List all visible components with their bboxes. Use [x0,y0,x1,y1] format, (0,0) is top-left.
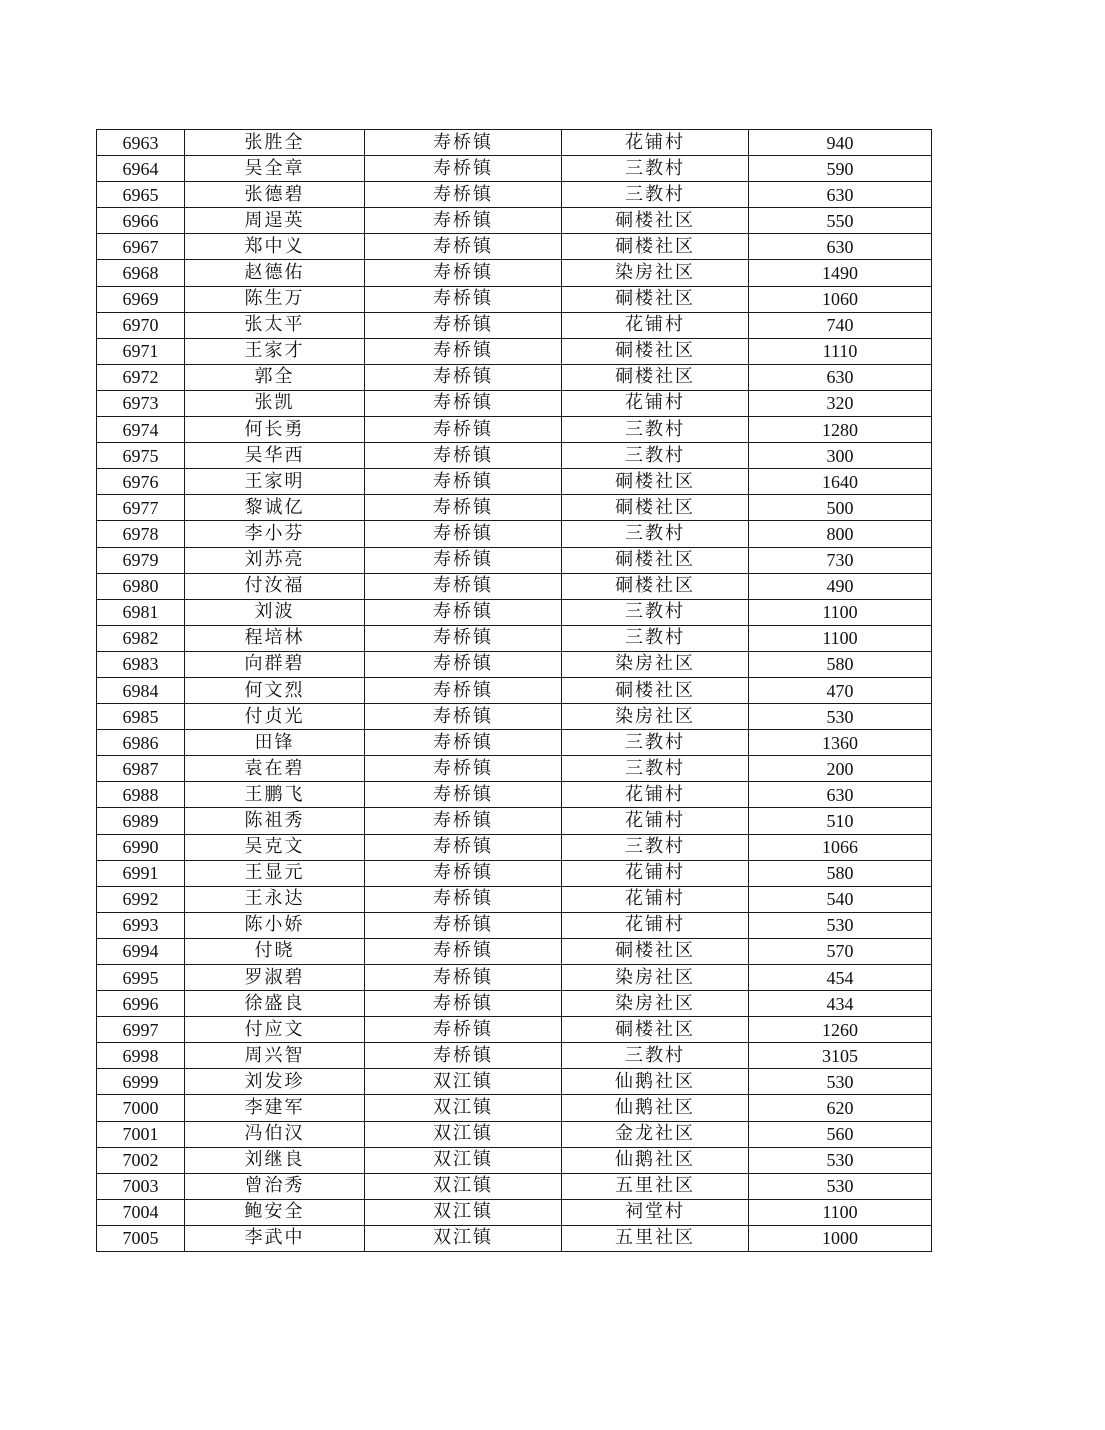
village-cell: 花铺村 [562,912,749,938]
town-cell: 双江镇 [365,1225,562,1251]
name-cell: 程培林 [185,625,365,651]
table-row [97,234,932,260]
table-row [97,625,932,651]
amount-cell: 454 [749,965,932,991]
village-cell: 硐楼社区 [562,573,749,599]
amount-cell: 630 [749,364,932,390]
table-row [97,495,932,521]
table-row [97,521,932,547]
table-row [97,1017,932,1043]
amount-cell: 1640 [749,469,932,495]
town-cell: 寿桥镇 [365,260,562,286]
town-cell: 寿桥镇 [365,547,562,573]
village-cell: 花铺村 [562,390,749,416]
town-cell: 寿桥镇 [365,469,562,495]
name-cell: 吴华西 [185,443,365,469]
amount-cell: 590 [749,156,932,182]
record-number-cell: 7005 [97,1225,185,1251]
table-row [97,156,932,182]
amount-cell: 1260 [749,1017,932,1043]
town-cell: 双江镇 [365,1121,562,1147]
amount-cell: 580 [749,860,932,886]
name-cell: 何文烈 [185,677,365,703]
amount-cell: 3105 [749,1043,932,1069]
town-cell: 寿桥镇 [365,1017,562,1043]
amount-cell: 740 [749,312,932,338]
village-cell: 硐楼社区 [562,469,749,495]
amount-cell: 1100 [749,1199,932,1225]
table-row [97,182,932,208]
village-cell: 染房社区 [562,651,749,677]
amount-cell: 540 [749,886,932,912]
table-row [97,677,932,703]
name-cell: 鲍安全 [185,1199,365,1225]
town-cell: 寿桥镇 [365,625,562,651]
table-row [97,1225,932,1251]
village-cell: 花铺村 [562,808,749,834]
amount-cell: 1066 [749,834,932,860]
record-number-cell: 6991 [97,860,185,886]
name-cell: 陈祖秀 [185,808,365,834]
town-cell: 双江镇 [365,1173,562,1199]
record-number-cell: 6972 [97,364,185,390]
record-number-cell: 6983 [97,651,185,677]
name-cell: 罗淑碧 [185,965,365,991]
town-cell: 寿桥镇 [365,965,562,991]
town-cell: 寿桥镇 [365,573,562,599]
record-number-cell: 6968 [97,260,185,286]
amount-cell: 530 [749,1173,932,1199]
amount-cell: 1100 [749,599,932,625]
name-cell: 陈小娇 [185,912,365,938]
village-cell: 仙鹅社区 [562,1095,749,1121]
town-cell: 寿桥镇 [365,443,562,469]
amount-cell: 620 [749,1095,932,1121]
amount-cell: 530 [749,912,932,938]
village-cell: 硐楼社区 [562,208,749,234]
name-cell: 刘苏亮 [185,547,365,573]
village-cell: 硐楼社区 [562,1017,749,1043]
name-cell: 刘发珍 [185,1069,365,1095]
record-number-cell: 7004 [97,1199,185,1225]
amount-cell: 500 [749,495,932,521]
table-row [97,443,932,469]
amount-cell: 510 [749,808,932,834]
table-row [97,260,932,286]
record-number-cell: 6994 [97,938,185,964]
town-cell: 寿桥镇 [365,938,562,964]
record-number-cell: 6987 [97,756,185,782]
name-cell: 何长勇 [185,417,365,443]
record-number-cell: 7002 [97,1147,185,1173]
name-cell: 周兴智 [185,1043,365,1069]
village-cell: 三教村 [562,521,749,547]
record-number-cell: 6980 [97,573,185,599]
table-row [97,130,932,156]
table-row [97,1043,932,1069]
town-cell: 寿桥镇 [365,834,562,860]
town-cell: 寿桥镇 [365,651,562,677]
name-cell: 张胜全 [185,130,365,156]
table-row [97,991,932,1017]
record-number-cell: 6974 [97,417,185,443]
village-cell: 三教村 [562,417,749,443]
table-row [97,651,932,677]
record-number-cell: 7000 [97,1095,185,1121]
amount-cell: 570 [749,938,932,964]
town-cell: 寿桥镇 [365,390,562,416]
table-row [97,782,932,808]
record-number-cell: 6965 [97,182,185,208]
name-cell: 向群碧 [185,651,365,677]
record-number-cell: 7003 [97,1173,185,1199]
table-row [97,965,932,991]
name-cell: 赵德佑 [185,260,365,286]
record-number-cell: 6999 [97,1069,185,1095]
village-cell: 三教村 [562,625,749,651]
record-number-cell: 6989 [97,808,185,834]
name-cell: 周逞英 [185,208,365,234]
village-cell: 五里社区 [562,1225,749,1251]
amount-cell: 1490 [749,260,932,286]
town-cell: 寿桥镇 [365,495,562,521]
name-cell: 付汝福 [185,573,365,599]
amount-cell: 530 [749,704,932,730]
village-cell: 花铺村 [562,886,749,912]
amount-cell: 1100 [749,625,932,651]
amount-cell: 1060 [749,286,932,312]
name-cell: 徐盛良 [185,991,365,1017]
table-row [97,1121,932,1147]
table-row [97,599,932,625]
record-number-cell: 6990 [97,834,185,860]
village-cell: 硐楼社区 [562,286,749,312]
table-row [97,886,932,912]
record-number-cell: 6977 [97,495,185,521]
table-row [97,390,932,416]
record-number-cell: 6963 [97,130,185,156]
record-number-cell: 6973 [97,390,185,416]
amount-cell: 530 [749,1069,932,1095]
table-row [97,312,932,338]
name-cell: 曾治秀 [185,1173,365,1199]
amount-cell: 630 [749,234,932,260]
record-number-cell: 6976 [97,469,185,495]
village-cell: 花铺村 [562,130,749,156]
record-number-cell: 6969 [97,286,185,312]
town-cell: 寿桥镇 [365,364,562,390]
village-cell: 硐楼社区 [562,677,749,703]
record-number-cell: 6993 [97,912,185,938]
village-cell: 花铺村 [562,312,749,338]
name-cell: 刘波 [185,599,365,625]
record-number-cell: 6964 [97,156,185,182]
town-cell: 寿桥镇 [365,286,562,312]
record-number-cell: 6967 [97,234,185,260]
town-cell: 寿桥镇 [365,782,562,808]
village-cell: 祠堂村 [562,1199,749,1225]
village-cell: 硐楼社区 [562,338,749,364]
table-row [97,1199,932,1225]
records-table [96,129,932,1252]
village-cell: 三教村 [562,156,749,182]
village-cell: 染房社区 [562,704,749,730]
amount-cell: 550 [749,208,932,234]
town-cell: 寿桥镇 [365,808,562,834]
amount-cell: 300 [749,443,932,469]
amount-cell: 630 [749,782,932,808]
table-row [97,1173,932,1199]
town-cell: 寿桥镇 [365,338,562,364]
town-cell: 寿桥镇 [365,417,562,443]
name-cell: 王鹏飞 [185,782,365,808]
village-cell: 花铺村 [562,782,749,808]
table-row [97,808,932,834]
record-number-cell: 6981 [97,599,185,625]
village-cell: 花铺村 [562,860,749,886]
town-cell: 双江镇 [365,1069,562,1095]
record-number-cell: 6978 [97,521,185,547]
name-cell: 张德碧 [185,182,365,208]
table-row [97,704,932,730]
name-cell: 吴全章 [185,156,365,182]
record-number-cell: 6985 [97,704,185,730]
amount-cell: 530 [749,1147,932,1173]
town-cell: 寿桥镇 [365,886,562,912]
town-cell: 寿桥镇 [365,599,562,625]
record-number-cell: 6966 [97,208,185,234]
table-row [97,912,932,938]
table-row [97,364,932,390]
amount-cell: 940 [749,130,932,156]
amount-cell: 1360 [749,730,932,756]
record-number-cell: 6975 [97,443,185,469]
village-cell: 三教村 [562,182,749,208]
name-cell: 郭全 [185,364,365,390]
name-cell: 田锋 [185,730,365,756]
amount-cell: 630 [749,182,932,208]
town-cell: 双江镇 [365,1147,562,1173]
town-cell: 双江镇 [365,1095,562,1121]
town-cell: 寿桥镇 [365,756,562,782]
village-cell: 三教村 [562,443,749,469]
village-cell: 金龙社区 [562,1121,749,1147]
town-cell: 寿桥镇 [365,208,562,234]
village-cell: 硐楼社区 [562,495,749,521]
town-cell: 双江镇 [365,1199,562,1225]
records-table-body [97,130,932,1252]
name-cell: 黎诚亿 [185,495,365,521]
record-number-cell: 6992 [97,886,185,912]
record-number-cell: 6997 [97,1017,185,1043]
amount-cell: 1280 [749,417,932,443]
town-cell: 寿桥镇 [365,312,562,338]
record-number-cell: 6984 [97,677,185,703]
name-cell: 付应文 [185,1017,365,1043]
name-cell: 李武中 [185,1225,365,1251]
name-cell: 郑中义 [185,234,365,260]
amount-cell: 490 [749,573,932,599]
town-cell: 寿桥镇 [365,677,562,703]
name-cell: 李建军 [185,1095,365,1121]
record-number-cell: 6988 [97,782,185,808]
amount-cell: 1110 [749,338,932,364]
amount-cell: 320 [749,390,932,416]
town-cell: 寿桥镇 [365,130,562,156]
village-cell: 仙鹅社区 [562,1069,749,1095]
table-row [97,469,932,495]
name-cell: 张太平 [185,312,365,338]
table-row [97,417,932,443]
record-number-cell: 6998 [97,1043,185,1069]
name-cell: 付晓 [185,938,365,964]
record-number-cell: 6979 [97,547,185,573]
village-cell: 染房社区 [562,260,749,286]
amount-cell: 580 [749,651,932,677]
record-number-cell: 6982 [97,625,185,651]
town-cell: 寿桥镇 [365,991,562,1017]
name-cell: 张凯 [185,390,365,416]
amount-cell: 200 [749,756,932,782]
table-row [97,1069,932,1095]
name-cell: 刘继良 [185,1147,365,1173]
amount-cell: 470 [749,677,932,703]
table-row [97,573,932,599]
town-cell: 寿桥镇 [365,912,562,938]
village-cell: 硐楼社区 [562,547,749,573]
table-row [97,730,932,756]
amount-cell: 730 [749,547,932,573]
village-cell: 三教村 [562,730,749,756]
village-cell: 仙鹅社区 [562,1147,749,1173]
table-row [97,547,932,573]
name-cell: 李小芬 [185,521,365,547]
table-row [97,1095,932,1121]
village-cell: 硐楼社区 [562,364,749,390]
amount-cell: 800 [749,521,932,547]
village-cell: 五里社区 [562,1173,749,1199]
table-row [97,286,932,312]
amount-cell: 1000 [749,1225,932,1251]
table-row [97,338,932,364]
village-cell: 三教村 [562,599,749,625]
record-number-cell: 6996 [97,991,185,1017]
table-row [97,1147,932,1173]
name-cell: 陈生万 [185,286,365,312]
town-cell: 寿桥镇 [365,704,562,730]
table-row [97,208,932,234]
village-cell: 三教村 [562,1043,749,1069]
table-row [97,860,932,886]
name-cell: 付贞光 [185,704,365,730]
record-number-cell: 6970 [97,312,185,338]
village-cell: 三教村 [562,756,749,782]
name-cell: 王家才 [185,338,365,364]
name-cell: 王家明 [185,469,365,495]
record-number-cell: 6971 [97,338,185,364]
town-cell: 寿桥镇 [365,860,562,886]
village-cell: 染房社区 [562,991,749,1017]
name-cell: 王显元 [185,860,365,886]
name-cell: 吴克文 [185,834,365,860]
table-row [97,834,932,860]
amount-cell: 560 [749,1121,932,1147]
town-cell: 寿桥镇 [365,1043,562,1069]
town-cell: 寿桥镇 [365,234,562,260]
village-cell: 三教村 [562,834,749,860]
name-cell: 冯伯汉 [185,1121,365,1147]
table-row [97,938,932,964]
village-cell: 染房社区 [562,965,749,991]
town-cell: 寿桥镇 [365,182,562,208]
town-cell: 寿桥镇 [365,730,562,756]
name-cell: 王永达 [185,886,365,912]
record-number-cell: 6995 [97,965,185,991]
town-cell: 寿桥镇 [365,521,562,547]
name-cell: 袁在碧 [185,756,365,782]
record-number-cell: 7001 [97,1121,185,1147]
record-number-cell: 6986 [97,730,185,756]
village-cell: 硐楼社区 [562,938,749,964]
table-row [97,756,932,782]
town-cell: 寿桥镇 [365,156,562,182]
village-cell: 硐楼社区 [562,234,749,260]
amount-cell: 434 [749,991,932,1017]
